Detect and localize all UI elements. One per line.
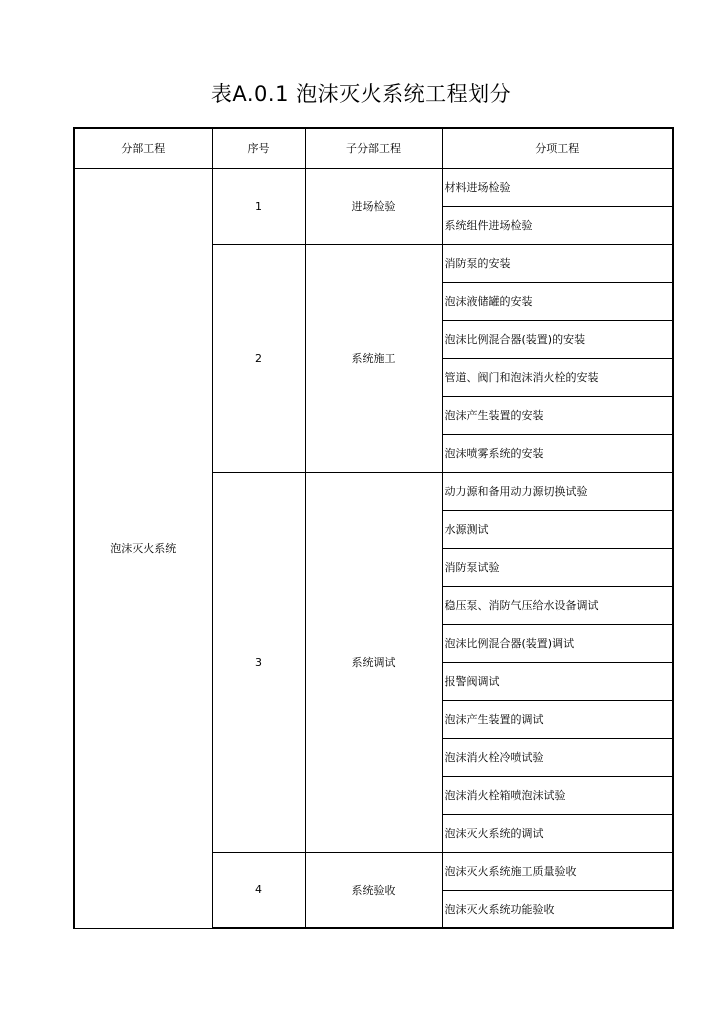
item-cell: 稳压泵、消防气压给水设备调试 xyxy=(442,586,673,624)
subdivision-cell: 进场检验 xyxy=(305,168,442,244)
seq-cell: 3 xyxy=(212,472,305,852)
header-subdivision: 子分部工程 xyxy=(305,128,442,168)
item-cell: 动力源和备用动力源切换试验 xyxy=(442,472,673,510)
item-cell: 泡沫消火栓冷喷试验 xyxy=(442,738,673,776)
item-cell: 系统组件进场检验 xyxy=(442,206,673,244)
header-division: 分部工程 xyxy=(74,128,212,168)
item-cell: 泡沫液储罐的安装 xyxy=(442,282,673,320)
item-cell: 水源测试 xyxy=(442,510,673,548)
item-cell: 泡沫灭火系统施工质量验收 xyxy=(442,852,673,890)
header-seq: 序号 xyxy=(212,128,305,168)
header-item: 分项工程 xyxy=(442,128,673,168)
subdivision-cell: 系统施工 xyxy=(305,244,442,472)
division-table xyxy=(73,127,674,929)
item-cell: 管道、阀门和泡沫消火栓的安装 xyxy=(442,358,673,396)
item-cell: 消防泵试验 xyxy=(442,548,673,586)
seq-cell: 2 xyxy=(212,244,305,472)
seq-cell: 4 xyxy=(212,852,305,928)
table-header-row xyxy=(74,128,673,168)
item-cell: 泡沫喷雾系统的安装 xyxy=(442,434,673,472)
division-cell: 泡沫灭火系统 xyxy=(74,168,212,928)
subdivision-cell: 系统调试 xyxy=(305,472,442,852)
table-row xyxy=(74,168,673,206)
item-cell: 材料进场检验 xyxy=(442,168,673,206)
item-cell: 泡沫产生装置的调试 xyxy=(442,700,673,738)
item-cell: 报警阀调试 xyxy=(442,662,673,700)
seq-cell: 1 xyxy=(212,168,305,244)
item-cell: 泡沫比例混合器(装置)调试 xyxy=(442,624,673,662)
item-cell: 泡沫产生装置的安装 xyxy=(442,396,673,434)
item-cell: 泡沫灭火系统功能验收 xyxy=(442,890,673,928)
subdivision-cell: 系统验收 xyxy=(305,852,442,928)
item-cell: 泡沫消火栓箱喷泡沫试验 xyxy=(442,776,673,814)
item-cell: 泡沫比例混合器(装置)的安装 xyxy=(442,320,673,358)
item-cell: 消防泵的安装 xyxy=(442,244,673,282)
page-title: 表A.0.1 泡沫灭火系统工程划分 xyxy=(210,82,512,106)
item-cell: 泡沫灭火系统的调试 xyxy=(442,814,673,852)
